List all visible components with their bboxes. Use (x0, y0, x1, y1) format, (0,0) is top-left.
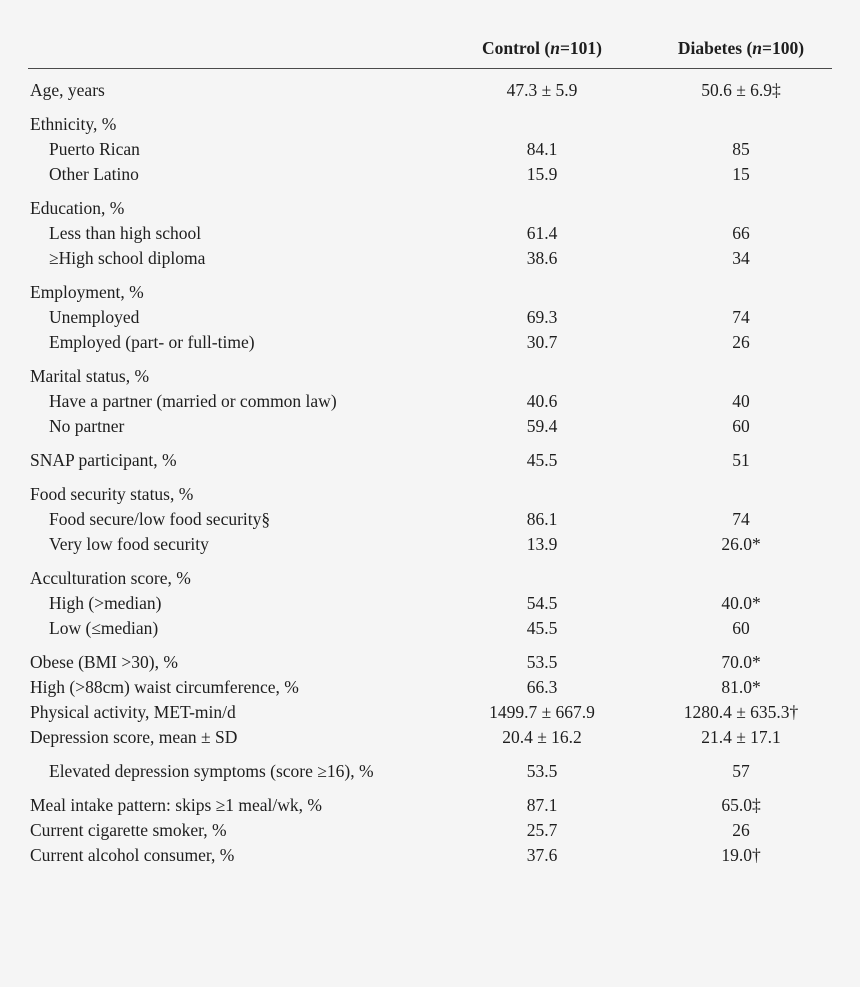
table-row (28, 616, 832, 641)
table-row (28, 280, 832, 305)
row-gap (28, 69, 832, 78)
diabetes-value: 26 (732, 820, 750, 840)
diabetes-value: 65.0‡ (721, 795, 761, 815)
control-value: 84.1 (526, 139, 558, 159)
control-value: 40.6 (526, 391, 558, 411)
table-row (28, 246, 832, 271)
table-body (28, 69, 832, 868)
row-label: Have a partner (married or common law) (49, 391, 337, 411)
table-row (28, 532, 832, 557)
control-value: 54.5 (526, 593, 558, 613)
control-value: 38.6 (526, 248, 558, 268)
diabetes-value: 26.0* (721, 534, 761, 554)
control-value: 53.5 (526, 761, 558, 781)
row-label: Very low food security (49, 534, 209, 554)
diabetes-value: 85 (732, 139, 750, 159)
table-row (28, 759, 832, 784)
row-label: Food secure/low food security§ (49, 509, 271, 529)
row-label: High (>88cm) waist circumference, % (30, 677, 299, 697)
diabetes-value: 74 (732, 307, 750, 327)
row-label: Other Latino (49, 164, 139, 184)
row-label: SNAP participant, % (30, 450, 177, 470)
control-value: 87.1 (526, 795, 558, 815)
row-gap (28, 271, 832, 280)
control-value: 1499.7 ± 667.9 (489, 702, 595, 722)
row-label: Depression score, mean ± SD (30, 727, 238, 747)
table-row (28, 196, 832, 221)
control-value: 13.9 (526, 534, 558, 554)
row-label: ≥High school diploma (49, 248, 206, 268)
table-row (28, 112, 832, 137)
diabetes-value: 40 (732, 391, 750, 411)
row-label: Employment, % (30, 282, 144, 302)
row-label: Age, years (30, 80, 105, 100)
control-value: 59.4 (526, 416, 558, 436)
row-label: Employed (part- or full-time) (49, 332, 255, 352)
table-row (28, 448, 832, 473)
row-label: Education, % (30, 198, 125, 218)
row-label: Elevated depression symptoms (score ≥16), % (49, 761, 374, 781)
row-label: Marital status, % (30, 366, 150, 386)
data-table (28, 34, 832, 868)
row-gap (28, 557, 832, 566)
header-control: Control (n=101) (481, 38, 602, 58)
diabetes-value: 81.0* (721, 677, 761, 697)
row-label: Low (≤median) (49, 618, 159, 638)
table-row (28, 482, 832, 507)
row-gap (28, 641, 832, 650)
control-value: 20.4 ± 16.2 (502, 727, 582, 747)
control-value: 25.7 (526, 820, 558, 840)
table-row (28, 137, 832, 162)
row-label: Meal intake pattern: skips ≥1 meal/wk, % (30, 795, 322, 815)
row-label: Unemployed (49, 307, 140, 327)
control-value: 53.5 (526, 652, 558, 672)
table-row (28, 389, 832, 414)
row-label: Ethnicity, % (30, 114, 117, 134)
row-label: Puerto Rican (49, 139, 140, 159)
row-label: Acculturation score, % (30, 568, 191, 588)
table-row (28, 566, 832, 591)
table-row (28, 364, 832, 389)
table-row (28, 650, 832, 675)
table-row (28, 78, 832, 103)
diabetes-value: 50.6 ± 6.9‡ (701, 80, 781, 100)
diabetes-value: 57 (732, 761, 750, 781)
row-label: Physical activity, MET-min/d (30, 702, 236, 722)
table-row (28, 507, 832, 532)
table-row (28, 818, 832, 843)
control-value: 45.5 (526, 450, 558, 470)
table-row (28, 414, 832, 439)
diabetes-value: 66 (732, 223, 750, 243)
header-diabetes: Diabetes (n=100) (677, 38, 805, 58)
table-row (28, 305, 832, 330)
diabetes-value: 60 (732, 416, 750, 436)
row-gap (28, 103, 832, 112)
diabetes-value: 21.4 ± 17.1 (701, 727, 781, 747)
control-value: 86.1 (526, 509, 558, 529)
control-value: 47.3 ± 5.9 (506, 80, 578, 100)
diabetes-value: 51 (732, 450, 750, 470)
control-value: 15.9 (526, 164, 558, 184)
diabetes-value: 60 (732, 618, 750, 638)
control-value: 45.5 (526, 618, 558, 638)
diabetes-value: 15 (732, 164, 750, 184)
diabetes-value: 34 (732, 248, 750, 268)
row-label: Current alcohol consumer, % (30, 845, 235, 865)
table-row (28, 675, 832, 700)
table-row (28, 700, 832, 725)
row-label: Food security status, % (30, 484, 194, 504)
control-value: 69.3 (526, 307, 558, 327)
control-value: 61.4 (526, 223, 558, 243)
control-value: 37.6 (526, 845, 558, 865)
table-header (28, 34, 832, 69)
row-label: Current cigarette smoker, % (30, 820, 227, 840)
diabetes-value: 19.0† (721, 845, 761, 865)
table-row (28, 591, 832, 616)
row-gap (28, 784, 832, 793)
table-row (28, 221, 832, 246)
diabetes-value: 26 (732, 332, 750, 352)
diabetes-value: 70.0* (721, 652, 761, 672)
table-row (28, 843, 832, 868)
table-row (28, 330, 832, 355)
row-gap (28, 439, 832, 448)
row-gap (28, 187, 832, 196)
diabetes-value: 1280.4 ± 635.3† (683, 702, 799, 722)
row-gap (28, 355, 832, 364)
table-row (28, 793, 832, 818)
diabetes-value: 74 (732, 509, 750, 529)
row-label: Obese (BMI >30), % (30, 652, 178, 672)
row-gap (28, 473, 832, 482)
row-label: Less than high school (49, 223, 202, 243)
row-gap (28, 750, 832, 759)
diabetes-value: 40.0* (721, 593, 761, 613)
row-label: No partner (49, 416, 125, 436)
row-label: High (>median) (49, 593, 162, 613)
table-row (28, 725, 832, 750)
control-value: 66.3 (526, 677, 558, 697)
control-value: 30.7 (526, 332, 558, 352)
table-row (28, 162, 832, 187)
